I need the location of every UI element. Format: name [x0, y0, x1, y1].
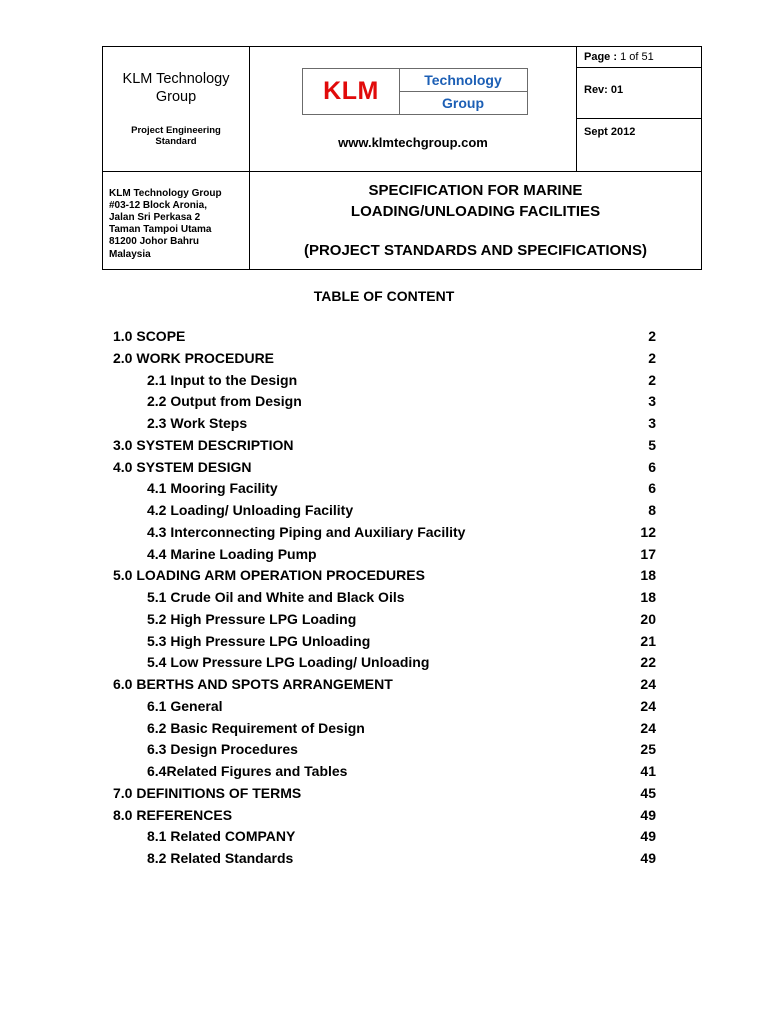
document-header [102, 46, 702, 270]
company-address: KLM Technology Group #03-12 Block Aronia, Jalan Sri Perkasa 2 Taman Tampoi Utama 81200 Johor Bahru Malaysia [109, 187, 222, 260]
toc-entry-label: 2.0 WORK PROCEDURE [113, 349, 275, 366]
toc-entry-label: 5.1 Crude Oil and White and Black Oils [147, 589, 405, 605]
toc-entry-page: 2 [648, 371, 656, 388]
toc-entry[interactable] [113, 565, 656, 587]
toc-entry[interactable] [113, 500, 656, 522]
revision: Rev: 01 [584, 84, 624, 96]
issue-date: Sept 2012 [584, 126, 636, 138]
standard-type: Project Engineering Standard [131, 125, 221, 147]
table-of-contents [113, 326, 656, 870]
toc-entry-label: 4.2 Loading/ Unloading Facility [147, 502, 354, 518]
toc-entry-label: 4.1 Mooring Facility [147, 480, 278, 497]
toc-entry-label: 8.1 Related COMPANY [147, 828, 296, 845]
toc-entry-page: 49 [640, 806, 656, 823]
toc-entry-page: 18 [640, 589, 656, 605]
toc-entry[interactable] [113, 848, 656, 870]
toc-entry-label: 6.4Related Figures and Tables [147, 763, 348, 779]
toc-entry-page: 20 [640, 610, 656, 627]
toc-entry-page: 24 [640, 719, 656, 736]
toc-entry-label: 2.1 Input to the Design [147, 371, 298, 388]
logo-klm-text: KLM [303, 69, 400, 114]
toc-entry[interactable] [113, 631, 656, 653]
toc-entry-page: 6 [648, 480, 656, 497]
toc-entry-page: 8 [648, 502, 656, 518]
toc-entry-label: 4.0 SYSTEM DESIGN [113, 458, 252, 475]
toc-entry-page: 12 [640, 523, 656, 540]
toc-entry[interactable] [113, 587, 656, 609]
toc-entry-page: 25 [640, 741, 656, 758]
toc-entry[interactable] [113, 522, 656, 544]
toc-entry[interactable] [113, 718, 656, 740]
toc-entry-page: 24 [640, 676, 656, 692]
toc-entry-label: 3.0 SYSTEM DESCRIPTION [113, 436, 294, 453]
toc-entry-page: 49 [640, 850, 656, 866]
toc-entry-page: 6 [648, 458, 656, 475]
address-cell [103, 171, 250, 269]
toc-entry-label: 5.0 LOADING ARM OPERATION PROCEDURES [113, 567, 425, 584]
toc-entry-page: 2 [648, 328, 656, 344]
page-label: Page : [584, 51, 618, 63]
toc-entry-page: 49 [640, 828, 656, 845]
logo-cell [250, 47, 577, 172]
date-row [577, 118, 701, 170]
toc-entry-page: 2 [648, 349, 656, 366]
title-cell [250, 171, 702, 269]
document-subtitle: (PROJECT STANDARDS AND SPECIFICATIONS) [303, 241, 648, 259]
logo-technology-text: Technology [399, 69, 527, 92]
toc-entry-page: 5 [648, 436, 656, 453]
toc-entry[interactable] [113, 609, 656, 631]
toc-entry-label: 8.2 Related Standards [147, 850, 294, 866]
page-number-row [577, 47, 701, 68]
toc-entry-page: 22 [640, 654, 656, 671]
org-cell [103, 47, 250, 172]
org-name: KLM Technology Group [122, 71, 230, 105]
toc-entry[interactable] [113, 435, 656, 457]
toc-entry-page: 41 [640, 763, 656, 779]
toc-entry[interactable] [113, 348, 656, 370]
toc-entry-page: 3 [648, 415, 656, 431]
toc-entry[interactable] [113, 652, 656, 674]
toc-entry-label: 1.0 SCOPE [113, 328, 186, 344]
toc-entry[interactable] [113, 783, 656, 805]
toc-entry[interactable] [113, 761, 656, 783]
revision-row [577, 67, 701, 119]
toc-entry[interactable] [113, 370, 656, 392]
toc-entry[interactable] [113, 739, 656, 761]
toc-entry-label: 5.4 Low Pressure LPG Loading/ Unloading [147, 654, 430, 671]
page-value: 1 of 51 [617, 51, 654, 63]
toc-entry[interactable] [113, 696, 656, 718]
toc-entry[interactable] [113, 478, 656, 500]
toc-entry[interactable] [113, 805, 656, 827]
toc-entry-label: 4.3 Interconnecting Piping and Auxiliary Facility [147, 523, 466, 540]
toc-entry-label: 2.3 Work Steps [147, 415, 248, 431]
toc-entry-label: 5.3 High Pressure LPG Unloading [147, 632, 371, 649]
toc-entry[interactable] [113, 413, 656, 435]
toc-entry-page: 17 [640, 545, 656, 562]
toc-entry-page: 45 [640, 784, 656, 801]
klm-logo [302, 68, 528, 115]
logo-group-text: Group [442, 95, 484, 111]
toc-entry[interactable] [113, 544, 656, 566]
toc-entry-label: 6.2 Basic Requirement of Design [147, 719, 365, 736]
website-url: www.klmtechgroup.com [338, 135, 488, 150]
toc-entry-label: 6.3 Design Procedures [147, 741, 298, 758]
toc-entry[interactable] [113, 674, 656, 696]
toc-entry[interactable] [113, 391, 656, 413]
document-title: SPECIFICATION FOR MARINE LOADING/UNLOADING FACILITIES [350, 181, 601, 221]
toc-entry-label: 6.0 BERTHS AND SPOTS ARRANGEMENT [113, 676, 393, 692]
toc-entry-label: 8.0 REFERENCES [113, 806, 233, 823]
toc-entry-page: 21 [640, 632, 656, 649]
toc-entry-label: 2.2 Output from Design [147, 393, 302, 410]
toc-entry[interactable] [113, 457, 656, 479]
toc-entry-label: 7.0 DEFINITIONS OF TERMS [113, 784, 302, 801]
meta-cell [577, 47, 702, 172]
toc-entry[interactable] [113, 826, 656, 848]
toc-entry-label: 4.4 Marine Loading Pump [147, 545, 317, 562]
toc-entry-page: 24 [640, 697, 656, 714]
toc-entry-page: 18 [640, 567, 656, 584]
toc-entry-label: 6.1 General [147, 697, 223, 714]
toc-title: TABLE OF CONTENT [313, 288, 455, 304]
toc-entry-label: 5.2 High Pressure LPG Loading [147, 610, 357, 627]
toc-entry-page: 3 [648, 393, 656, 410]
toc-entry[interactable] [113, 326, 656, 348]
